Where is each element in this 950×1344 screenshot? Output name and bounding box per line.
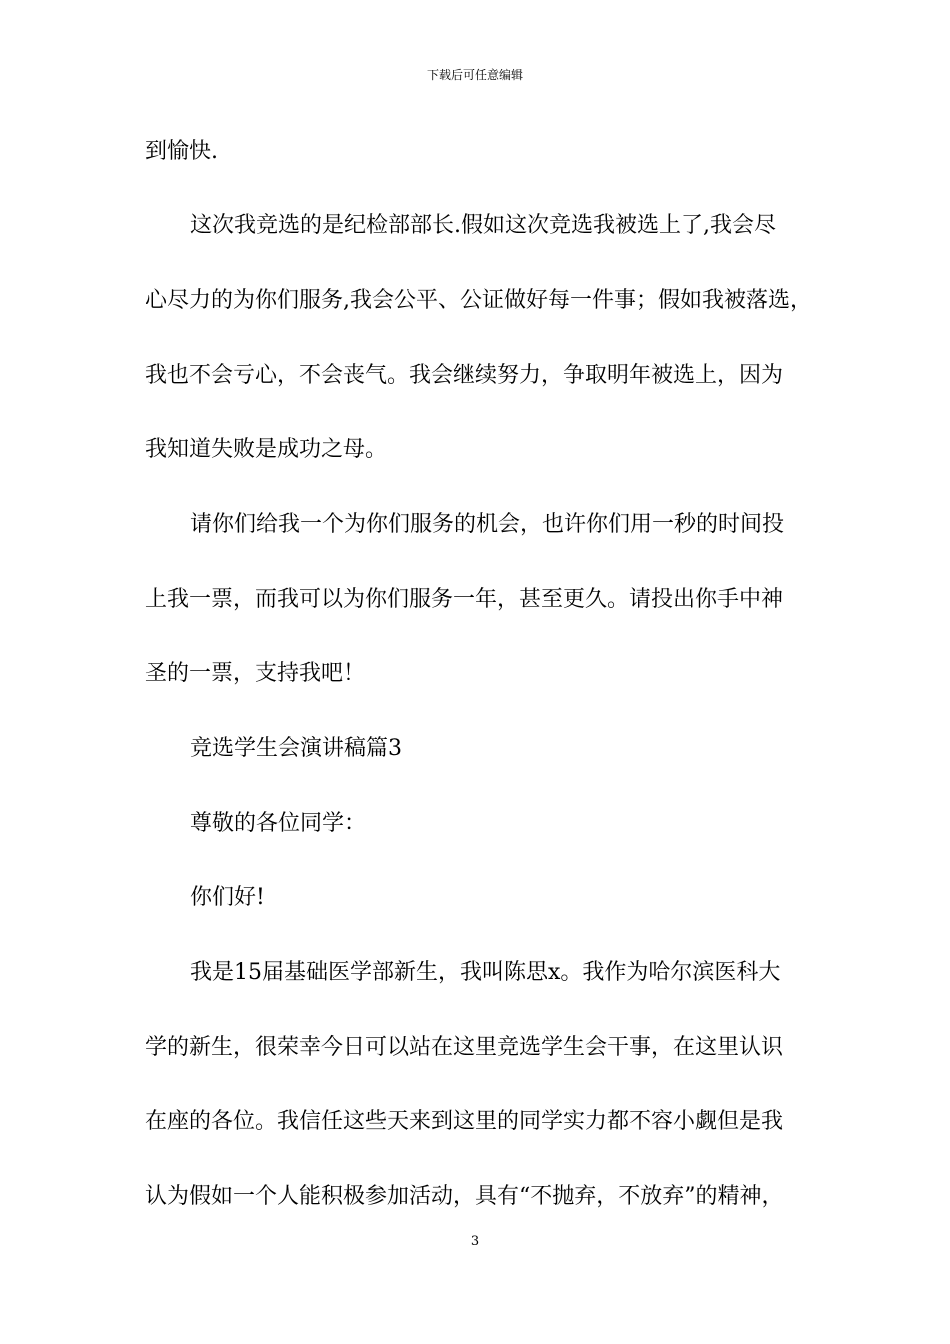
body-line-13: 学的新生，很荣幸今日可以站在这里竞选学生会干事，在这里认识 (145, 1035, 784, 1060)
body-line-14: 在座的各位。我信任这些天来到这里的同学实力都不容小觑但是我 (145, 1109, 784, 1134)
body-line-8: 圣的一票，支持我吧！ (145, 661, 366, 686)
body-line-4: 我也不会亏心，不会丧气。我会继续努力，争取明年被选上，因为 (145, 363, 784, 388)
body-line-5: 我知道失败是成功之母。 (145, 437, 388, 462)
body-line-15: 认为假如一个人能积极参加活动，具有“不抛弃，不放弃”的精神， (145, 1184, 784, 1209)
body-line-1: 到愉快. (145, 139, 218, 164)
page-header: 下载后可任意编辑 (426, 68, 523, 82)
salutation: 尊敬的各位同学： (190, 811, 367, 836)
section-heading: 竞选学生会演讲稿篇3 (190, 736, 402, 761)
body-line-6: 请你们给我一个为你们服务的机会，也许你们用一秒的时间投 (190, 512, 785, 537)
page-number: 3 (470, 1234, 480, 1249)
body-line-3: 心尽力的为你们服务,我会公平、公证做好每一件事；假如我被落选， (145, 288, 812, 313)
body-line-12: 我是15届基础医学部新生，我叫陈思x。我作为哈尔滨医科大 (190, 960, 781, 985)
greeting: 你们好! (190, 885, 265, 910)
body-line-7: 上我一票，而我可以为你们服务一年，甚至更久。请投出你手中神 (145, 587, 784, 612)
body-line-2: 这次我竞选的是纪检部部长.假如这次竞选我被选上了,我会尽 (190, 213, 776, 238)
